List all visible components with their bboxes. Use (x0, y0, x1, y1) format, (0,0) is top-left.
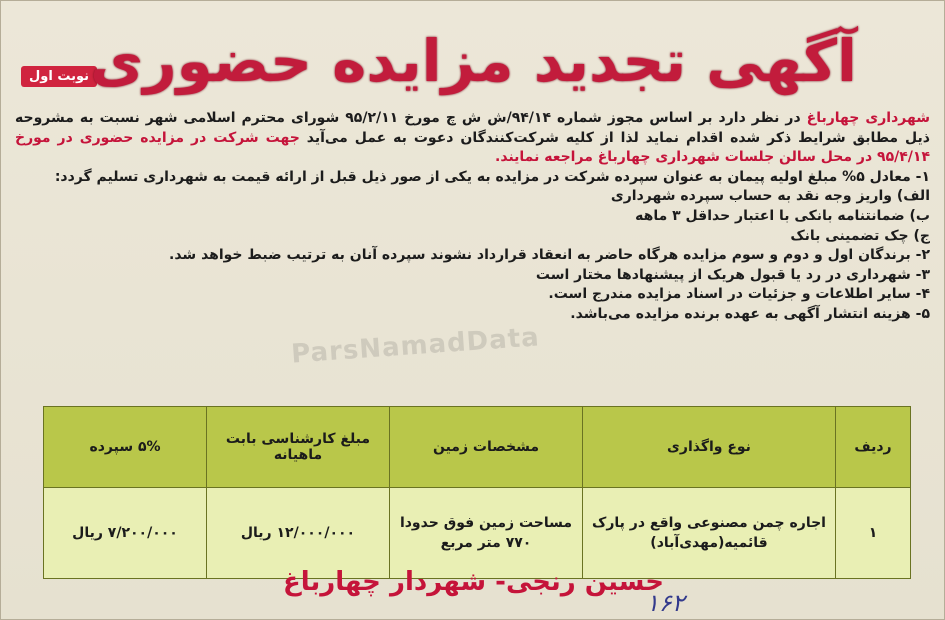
term-item: ۴- سایر اطلاعات و جزئیات در اسناد مزایده مندرج است. (548, 286, 930, 303)
term-item: ۳- شهرداری در رد یا قبول هریک از پیشنهادها مختار است (535, 266, 930, 283)
term-item: ۲- برندگان اول و دوم و سوم مزایده هرگاه حاضر به انعقاد قرارداد نشوند سپرده آنان به ترتیب ضبط خواهد شد. (169, 247, 930, 264)
cell-land-specs: مساحت زمین فوق حدودا ۷۷۰ متر مربع (390, 488, 583, 579)
term-subitem: ج) چک تضمینی بانک (790, 227, 930, 244)
table-header-row (44, 407, 911, 488)
cell-deposit: ۷/۲۰۰/۰۰۰ ریال (44, 488, 207, 579)
cell-row-number: ۱ (836, 488, 911, 579)
intro-text: در نظر دارد بر اساس مجوز شماره ۹۴/۱۴/ش ش چ مورخ ۹۵/۲/۱۱ شورای محترم اسلامی شهر نسبت به مشروحه ذیل مطابق شرایط ذکر شده اقدام نماید لذا از کلیه شرکت‌کنندگان دعوت به عمل می‌آید (15, 110, 930, 146)
handwritten-number: ۱۶۲ (646, 589, 685, 617)
cell-expert-amount: ۱۲/۰۰۰/۰۰۰ ریال (207, 488, 390, 579)
terms-list (15, 168, 930, 325)
watermark: ParsNamadData (290, 322, 541, 370)
term-item: ۵- هزینه انتشار آگهی به عهده برنده مزایده می‌باشد. (570, 305, 930, 322)
term-item: ۱- معادل ۵% مبلغ اولیه پیمان به عنوان سپرده شرکت در مزایده به یکی از صور ذیل قبل از ارائه قیمت به شهرداری تسلیم گردد: (54, 168, 930, 185)
auction-items-table (43, 406, 911, 579)
intro-paragraph (15, 109, 930, 168)
header-row-number: ردیف (836, 407, 911, 488)
table-row (44, 488, 911, 579)
cell-assignment-type: اجاره چمن مصنوعی واقع در پارک قائمیه(مهدی‌آباد) (583, 488, 836, 579)
organization-name: شهرداری چهارباغ (806, 110, 930, 126)
term-subitem: الف) واریز وجه نقد به حساب سپرده شهرداری (610, 188, 930, 205)
publication-round-badge: نوبت اول (21, 66, 97, 87)
header-deposit: ۵% سپرده (44, 407, 207, 488)
header-land-specs: مشخصات زمین (390, 407, 583, 488)
header-assignment-type: نوع واگذاری (583, 407, 836, 488)
notice-body (15, 109, 930, 325)
header-expert-amount: مبلغ کارشناسی بابت ماهیانه (207, 407, 390, 488)
intro-highlight: جهت شرکت در مزایده حضوری در مورخ ۹۵/۴/۱۴ در محل سالن جلسات شهرداری چهارباغ مراجعه نمایند. (15, 129, 930, 166)
notice-title: آگهی تجدید مزایده حضوری (90, 27, 857, 95)
term-subitem: ب) ضمانتنامه بانکی با اعتبار حداقل ۳ ماهه (635, 207, 930, 224)
signature: حسین رنجی- شهردار چهارباغ (283, 567, 664, 597)
